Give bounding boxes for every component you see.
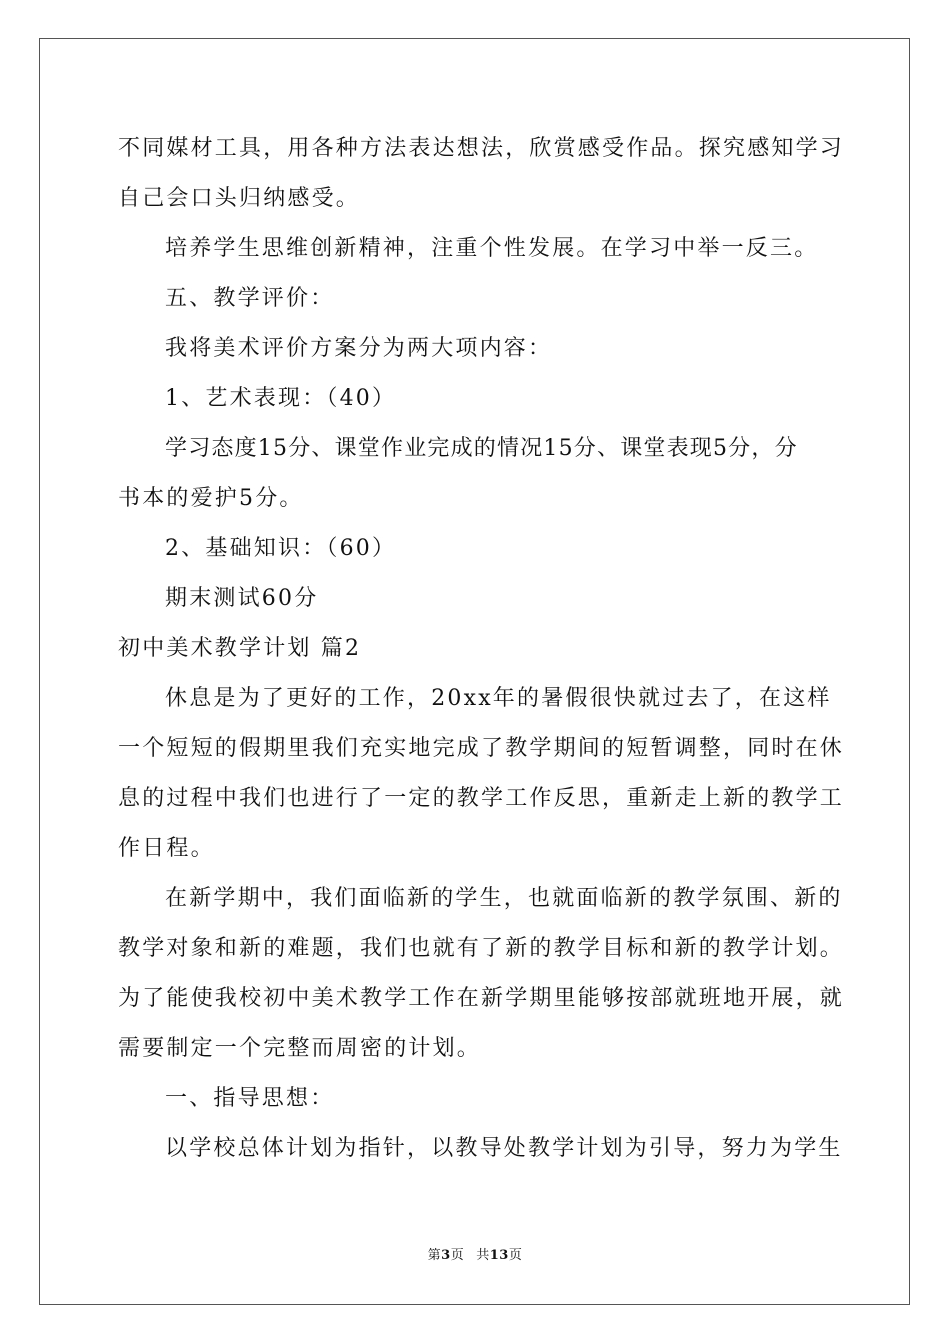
text-line: 不同媒材工具，用各种方法表达想法，欣赏感受作品。探究感知学习	[118, 136, 845, 161]
text-line: 息的过程中我们也进行了一定的教学工作反思，重新走上新的教学工	[118, 786, 845, 811]
text-line: 书本的爱护5分。	[118, 486, 304, 511]
section-heading: 五、教学评价：	[165, 286, 335, 311]
article-title: 初中美术教学计划 篇2	[118, 636, 362, 661]
text-line: 自己会口头归纳感受。	[118, 186, 361, 211]
text-line: 作日程。	[118, 836, 215, 861]
text-line: 在新学期中，我们面临新的学生，也就面临新的教学氛围、新的	[165, 886, 843, 911]
page-prefix: 第	[427, 1248, 442, 1263]
text-line: 培养学生思维创新精神，注重个性发展。在学习中举一反三。	[165, 236, 819, 261]
total-page-count: 13	[489, 1248, 509, 1263]
section-heading: 一、指导思想：	[165, 1086, 335, 1111]
list-item: 1、艺术表现：（40）	[165, 386, 397, 411]
total-prefix: 共	[476, 1248, 490, 1263]
total-unit: 页	[508, 1248, 523, 1263]
text-line: 一个短短的假期里我们充实地完成了教学期间的短暂调整，同时在休	[118, 736, 845, 761]
document-body	[118, 124, 845, 1174]
text-line: 期末测试60分	[165, 586, 319, 611]
text-line: 学习态度15分、课堂作业完成的情况15分、课堂表现5分，分	[165, 436, 798, 461]
text-line: 为了能使我校初中美术教学工作在新学期里能够按部就班地开展，就	[118, 986, 845, 1011]
text-line: 教学对象和新的难题，我们也就有了新的教学目标和新的教学计划。	[118, 936, 845, 961]
current-page-number: 3	[441, 1248, 451, 1263]
text-line: 休息是为了更好的工作，20xx年的暑假很快就过去了，在这样	[165, 686, 832, 711]
page-footer	[0, 1246, 950, 1266]
text-line: 以学校总体计划为指针，以教导处教学计划为引导，努力为学生	[165, 1136, 843, 1161]
text-line: 需要制定一个完整而周密的计划。	[118, 1036, 482, 1061]
text-line: 我将美术评价方案分为两大项内容：	[165, 336, 553, 361]
list-item: 2、基础知识：（60）	[165, 536, 397, 561]
page-unit: 页	[450, 1248, 465, 1263]
